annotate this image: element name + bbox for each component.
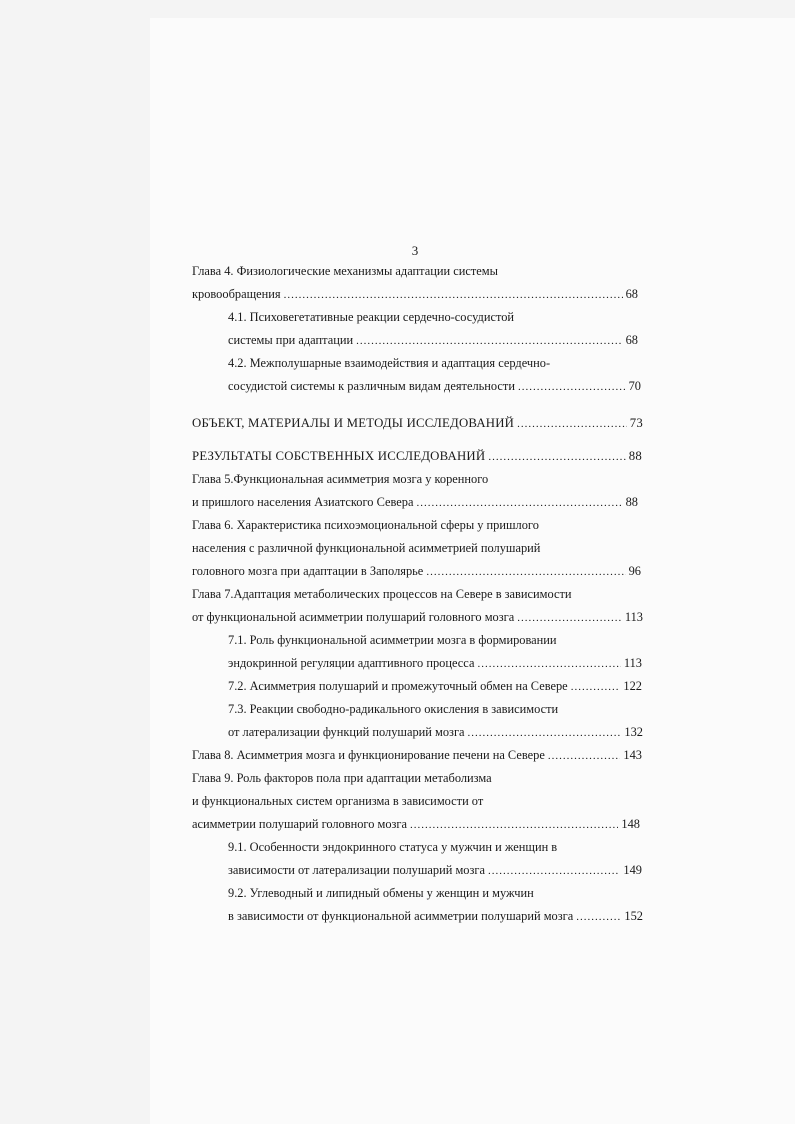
toc-entry-page: 132 xyxy=(624,725,643,739)
toc-entry-chapter-9-line-3 xyxy=(192,814,640,834)
toc-entry-text: 9.2. Углеводный и липидный обмены у женщин и мужчин xyxy=(228,886,534,900)
toc-entry-text: Глава 4. Физиологические механизмы адаптации системы xyxy=(192,264,498,278)
toc-entry-9-1-line-1 xyxy=(228,837,557,857)
dot-leader xyxy=(576,907,621,927)
dot-leader xyxy=(426,562,625,582)
toc-entry-page: 143 xyxy=(623,748,642,762)
dot-leader xyxy=(488,861,620,881)
dot-leader xyxy=(410,815,618,835)
toc-entry-9-2-line-1 xyxy=(228,883,534,903)
dot-leader xyxy=(477,654,620,674)
toc-entry-7-3-line-1 xyxy=(228,699,558,719)
toc-entry-text: в зависимости от функциональной асимметрии полушарий мозга xyxy=(228,909,574,923)
toc-entry-7-3-line-2 xyxy=(228,722,643,742)
toc-entry-9-2-line-2 xyxy=(228,906,643,926)
toc-entry-chapter-7-line-2 xyxy=(192,607,643,627)
toc-entry-page: 88 xyxy=(625,495,638,509)
toc-entry-results xyxy=(192,446,642,466)
toc-entry-4-1-line-2 xyxy=(228,330,638,350)
toc-entry-text: сосудистой системы к различным видам деятельности xyxy=(228,379,515,393)
toc-entry-text: от функциональной асимметрии полушарий головного мозга xyxy=(192,610,515,624)
toc-entry-7-1-line-2 xyxy=(228,653,642,673)
toc-entry-text: зависимости от латерализации полушарий мозга xyxy=(228,863,485,877)
toc-entry-chapter-9-line-2 xyxy=(192,791,483,811)
toc-entry-methods xyxy=(192,413,643,433)
toc-entry-text: и пришлого населения Азиатского Севера xyxy=(192,495,414,509)
toc-entry-page: 88 xyxy=(628,449,642,463)
toc-entry-page: 68 xyxy=(625,287,638,301)
dot-leader xyxy=(416,493,622,513)
dot-leader xyxy=(488,447,625,467)
toc-entry-text: асимметрии полушарий головного мозга xyxy=(192,817,408,831)
toc-entry-text: 4.1. Психовегетативные реакции сердечно-сосудистой xyxy=(228,310,515,324)
toc-entry-chapter-6-line-2 xyxy=(192,538,540,558)
toc-entry-chapter-5-line-2 xyxy=(192,492,638,512)
toc-entry-text: Глава 6. Характеристика психоэмоциональной сферы у пришлого xyxy=(192,518,539,532)
toc-entry-chapter-9-line-1 xyxy=(192,768,492,788)
toc-entry-text: головного мозга при адаптации в Заполярье xyxy=(192,564,424,578)
toc-entry-text: 7.1. Роль функциональной асимметрии мозга в формировании xyxy=(228,633,557,647)
toc-entry-chapter-7-line-1 xyxy=(192,584,572,604)
toc-entry-text: Глава 5.Функциональная асимметрия мозга у коренного xyxy=(192,472,489,486)
toc-entry-text: РЕЗУЛЬТАТЫ СОБСТВЕННЫХ ИССЛЕДОВАНИЙ xyxy=(192,449,486,463)
toc-entry-chapter-5-line-1 xyxy=(192,469,488,489)
dot-leader xyxy=(571,677,621,697)
toc-entry-text: и функциональных систем организма в зависимости от xyxy=(192,794,484,808)
dot-leader xyxy=(548,746,621,766)
toc-entry-page: 148 xyxy=(621,817,640,831)
toc-entry-page: 73 xyxy=(629,416,643,430)
toc-entry-page: 68 xyxy=(625,333,638,347)
toc-entry-text: 7.3. Реакции свободно-радикального окисления в зависимости xyxy=(228,702,559,716)
toc-entry-7-1-line-1 xyxy=(228,630,557,650)
dot-leader xyxy=(518,377,626,397)
toc-entry-text: населения с различной функциональной асимметрией полушарий xyxy=(192,541,541,555)
toc-entry-text: ОБЪЕКТ, МАТЕРИАЛЫ И МЕТОДЫ ИССЛЕДОВАНИЙ xyxy=(192,416,515,430)
toc-entry-4-2-line-1 xyxy=(228,353,550,373)
dot-leader xyxy=(468,723,622,743)
toc-entry-text: 7.2. Асимметрия полушарий и промежуточный обмен на Севере xyxy=(228,679,568,693)
toc-entry-page: 122 xyxy=(623,679,642,693)
toc-entry-page: 152 xyxy=(624,909,643,923)
toc-entry-text: Глава 9. Роль факторов пола при адаптации метаболизма xyxy=(192,771,492,785)
toc-entry-text: Глава 8. Асимметрия мозга и функционирование печени на Севере xyxy=(192,748,545,762)
toc-entry-9-1-line-2 xyxy=(228,860,642,880)
toc-entry-page: 96 xyxy=(628,564,641,578)
toc-entry-chapter-6-line-3 xyxy=(192,561,641,581)
toc-entry-chapter-4-line-1 xyxy=(192,261,498,281)
toc-entry-text: кровообращения xyxy=(192,287,281,301)
dot-leader xyxy=(284,285,623,305)
toc-entry-text: 4.2. Межполушарные взаимодействия и адаптация сердечно- xyxy=(228,356,551,370)
dot-leader xyxy=(517,608,622,628)
dot-leader xyxy=(517,414,627,434)
toc-entry-text: от латерализации функций полушарий мозга xyxy=(228,725,465,739)
toc-entry-text: эндокринной регуляции адаптивного процесса xyxy=(228,656,475,670)
toc-entry-page: 113 xyxy=(623,656,642,670)
toc-entry-page: 113 xyxy=(624,610,643,624)
toc-entry-text: 9.1. Особенности эндокринного статуса у мужчин и женщин в xyxy=(228,840,558,854)
page-number: 3 xyxy=(411,243,419,258)
toc-entry-chapter-6-line-1 xyxy=(192,515,539,535)
toc-entry-4-2-line-2 xyxy=(228,376,641,396)
dot-leader xyxy=(356,331,623,351)
toc-entry-page: 70 xyxy=(628,379,641,393)
toc-entry-chapter-8 xyxy=(192,745,642,765)
toc-entry-page: 149 xyxy=(623,863,642,877)
toc-entry-text: Глава 7.Адаптация метаболических процессов на Севере в зависимости xyxy=(192,587,572,601)
toc-entry-chapter-4-line-2 xyxy=(192,284,638,304)
toc-entry-7-2 xyxy=(228,676,642,696)
toc-entry-text: системы при адаптации xyxy=(228,333,354,347)
toc-entry-4-1-line-1 xyxy=(228,307,514,327)
